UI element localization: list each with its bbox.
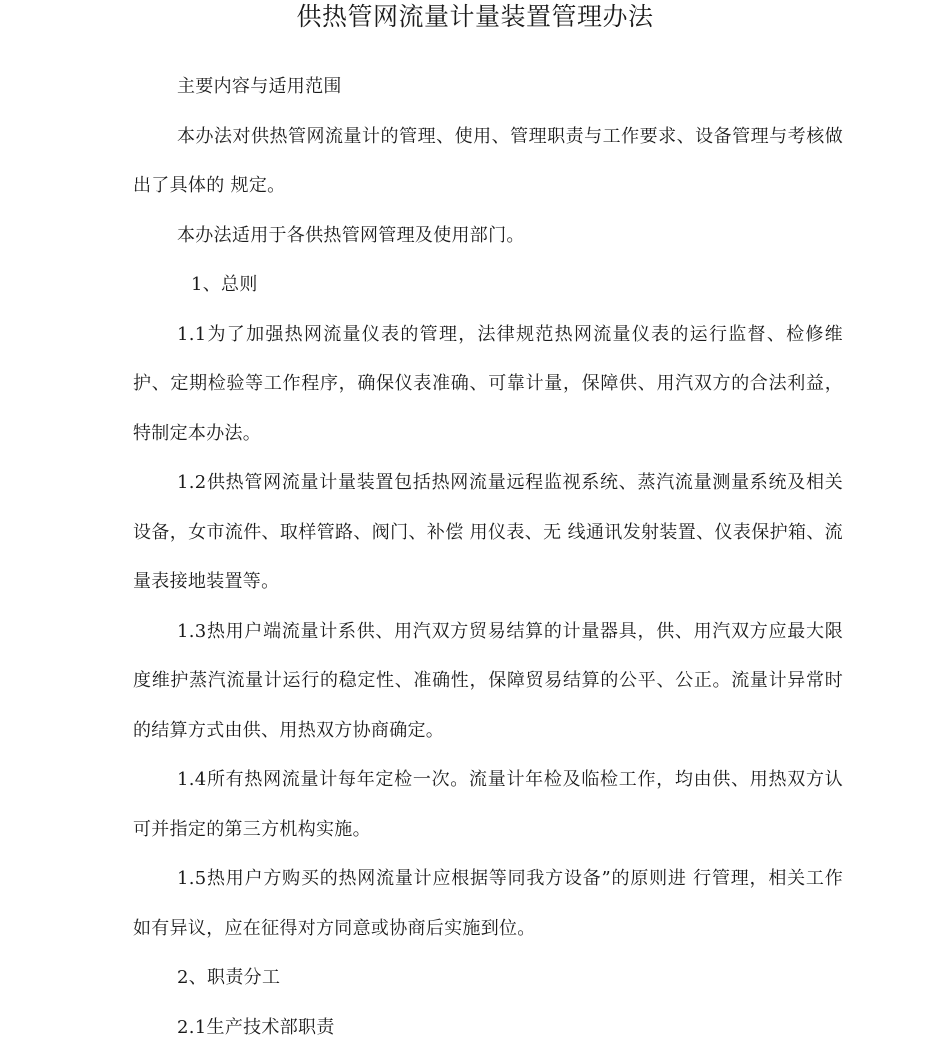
paragraph-1-4: 1.4所有热网流量计每年定检一次。流量计年检及临检工作，均由供、用热双方认可并指定的第三方机构实施。 (133, 755, 843, 854)
paragraph-1-5: 1.5热用户方购买的热网流量计应根据等同我方设备”的原则进 行管理，相关工作如有异议，应在征得对方同意或协商后实施到位。 (133, 854, 843, 953)
document-title: 供热管网流量计量装置管理办法 (0, 0, 950, 34)
section-heading-responsibilities: 2、职责分工 (133, 953, 843, 1003)
paragraph-1-1: 1.1为了加强热网流量仪表的管理，法律规范热网流量仪表的运行监督、检修维护、定期检验等工作程序，确保仪表准确、可靠计量，保障供、用汽双方的合法利益，特制定本办法。 (133, 310, 843, 459)
section-heading-general: 1、总则 (133, 260, 843, 310)
paragraph-1-3: 1.3热用户端流量计系供、用汽双方贸易结算的计量器具，供、用汽双方应最大限度维护蒸汽流量计运行的稳定性、准确性，保障贸易结算的公平、公正。流量计异常时的结算方式由供、用热双方协商确定。 (133, 607, 843, 756)
paragraph-1-2: 1.2供热管网流量计量装置包括热网流量远程监视系统、蒸汽流量测量系统及相关设备，女市流件、取样管路、阀门、补偿 用仪表、无 线通讯发射装置、仪表保护箱、流量表接地装置等。 (133, 458, 843, 607)
document-body (133, 62, 843, 1052)
paragraph-scope-applicability: 本办法适用于各供热管网管理及使用部门。 (133, 211, 843, 261)
paragraph-scope-content: 本办法对供热管网流量计的管理、使用、管理职责与工作要求、设备管理与考核做出了具体的 规定。 (133, 112, 843, 211)
paragraph-2-1: 2.1生产技术部职责 (133, 1003, 843, 1052)
section-heading-scope: 主要内容与适用范围 (133, 62, 843, 112)
